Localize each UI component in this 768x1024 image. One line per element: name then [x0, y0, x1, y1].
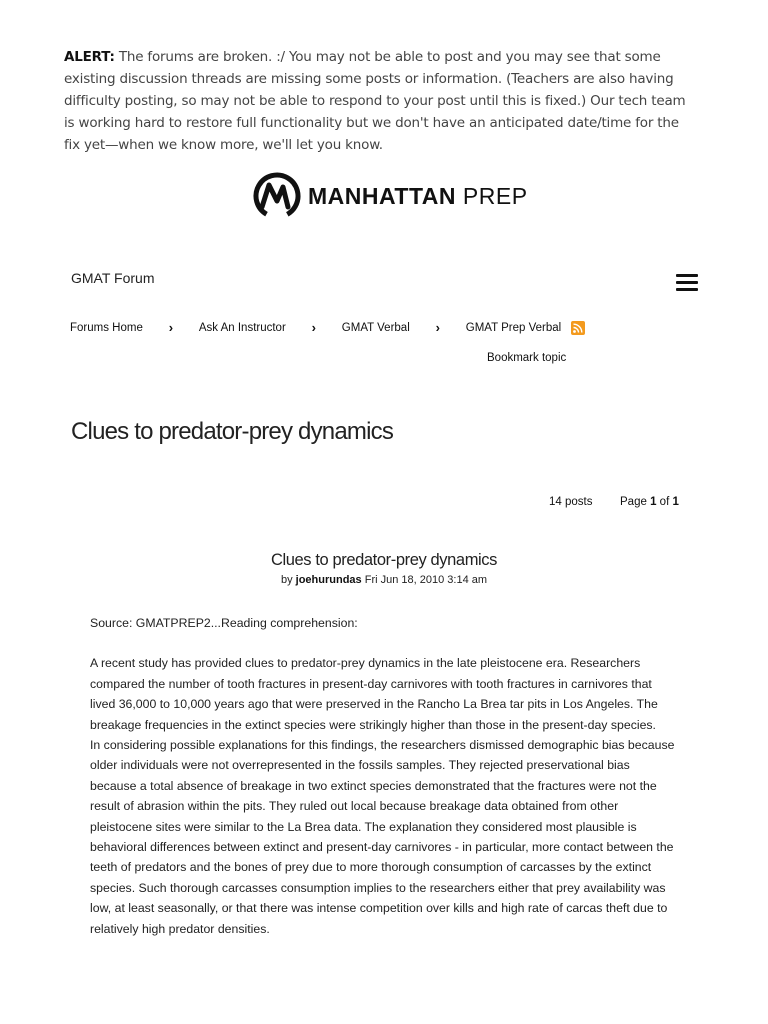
post-body	[90, 613, 675, 939]
brand-name-light: PREP	[462, 182, 528, 209]
pagination-info	[620, 496, 679, 508]
brand-name	[308, 183, 528, 210]
brand-name-bold: MANHATTAN	[308, 182, 457, 209]
alert-text: The forums are broken. :/ You may not be able to post and you may see that some existing discussion threads are missing some posts or information. (Teachers are also having difficulty posting, so may not be able to respond to your post until this is fixed.) Our tech team is working hard to restore full functionality but we don't have an anticipated date/time for the fix yet—when we know more, we'll let you know.	[64, 49, 686, 153]
manhattan-prep-logo-icon	[252, 171, 302, 221]
post-count: 14 posts	[549, 496, 593, 508]
post-author-link[interactable]: joehurundas	[295, 574, 362, 586]
post-source: Source: GMATPREP2...Reading comprehension:	[90, 616, 358, 630]
chevron-right-icon: ›	[435, 320, 440, 335]
page-prefix: Page	[620, 496, 647, 508]
page-current: 1	[650, 496, 657, 508]
rss-feed-glyph	[571, 321, 585, 335]
brand-logo[interactable]	[252, 170, 528, 222]
chevron-right-icon: ›	[311, 320, 316, 335]
breadcrumb-ask-an-instructor[interactable]: Ask An Instructor	[198, 321, 286, 334]
page-total: 1	[672, 496, 679, 508]
breadcrumb	[70, 320, 585, 335]
alert-banner	[64, 46, 694, 156]
forum-title[interactable]: GMAT Forum	[71, 270, 155, 286]
post-paragraph-1: A recent study has provided clues to predator-prey dynamics in the late pleistocene era. Researchers compared the number of tooth fractures in present-day carnivores with tooth fractures in carnivores that lived 36,000 to 10,000 years ago that were preserved in the Rancho La Brea tar pits in Los Angeles. The breakage frequencies in the extinct species were strikingly higher than those in the present-day species.	[90, 656, 658, 732]
bookmark-topic-link[interactable]: Bookmark topic	[487, 352, 567, 364]
rss-icon[interactable]	[571, 321, 585, 335]
chevron-right-icon: ›	[168, 320, 174, 335]
paragraph-gap	[90, 633, 675, 653]
post-by: by	[280, 574, 293, 586]
post-meta	[0, 574, 768, 586]
breadcrumb-gmat-verbal[interactable]: GMAT Verbal	[341, 321, 410, 334]
post-paragraph-2: In considering possible explanations for this findings, the researchers dismissed demographic bias because older individuals were not overrepresented in the fossils samples. They rejected preservational bias because a total absence of breakage in two extinct species demonstrated that the fractures were not the result of abrasion within the pits. They ruled out local because breakage data obtained from other pleistocene sites were similar to the La Brea data. The explanation they considered most plausible is behavioral differences between extinct and present-day carnivores - in particular, more contact between the teeth of predators and the bones of prey due to more thorough consumption of carcasses by the extinct species. Such thorough carcasses consumption implies to the researchers either that prey availability was low, at least seasonally, or that there was intense competition over kills and high rate of carcas theft due to relatively high predator densities.	[90, 738, 675, 936]
breadcrumb-forums-home[interactable]: Forums Home	[70, 321, 143, 334]
topic-title[interactable]: Clues to predator-prey dynamics	[71, 418, 394, 446]
hamburger-icon[interactable]	[676, 274, 698, 294]
post-date: Fri Jun 18, 2010 3:14 am	[364, 574, 488, 586]
alert-label: ALERT:	[64, 49, 115, 65]
post-title[interactable]: Clues to predator-prey dynamics	[270, 551, 498, 569]
page-of: of	[659, 496, 670, 508]
breadcrumb-gmat-prep-verbal[interactable]: GMAT Prep Verbal	[465, 321, 562, 334]
